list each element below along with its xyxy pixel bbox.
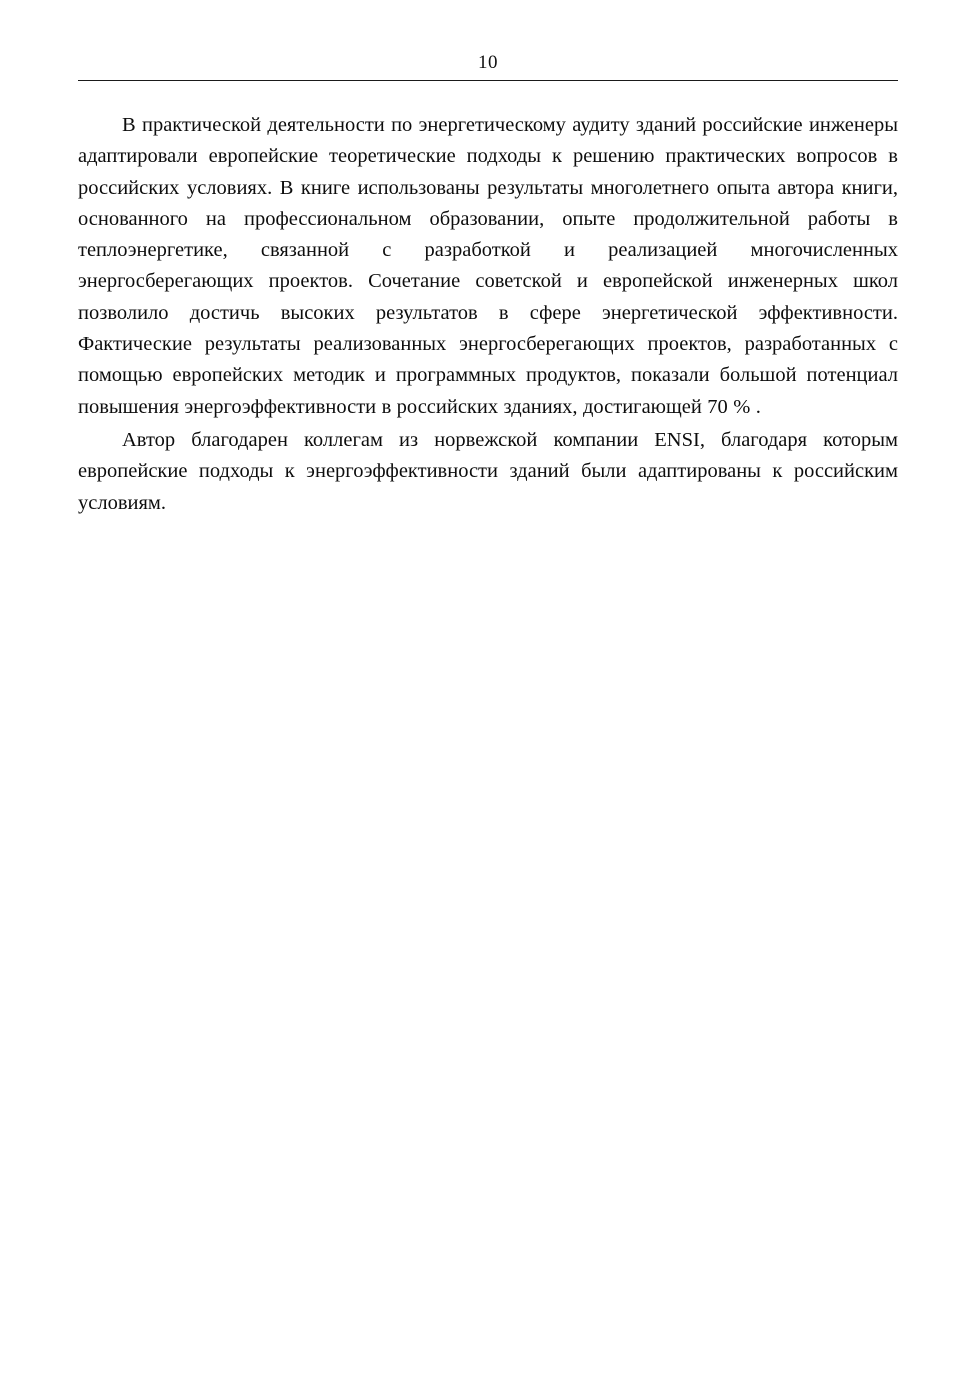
page-body — [78, 110, 898, 519]
body-paragraph: В практической деятельности по энергетическому аудиту зданий российские инженеры адаптировали европейские теоретические подходы к решению практических вопросов в российских условиях. В книге использованы результаты многолетнего опыта автора книги, основанного на профессиональном образовании, опыте продолжительной работы в теплоэнергетике, связанной с разработкой и реализацией многочисленных энергосберегающих проектов. Сочетание советской и европейской инженерных школ позволило достичь высоких результатов в сфере энергетической эффективности. Фактические результаты реализованных энергосберегающих проектов, разработанных с помощью европейских методик и программных продуктов, показали большой потенциал повышения энергоэффективности в российских зданиях, достигающей 70 % . — [78, 114, 898, 418]
page-number: 10 — [478, 52, 498, 73]
header-divider — [78, 80, 898, 81]
body-paragraph: Автор благодарен коллегам из норвежской компании ENSI, благодаря которым европейские подходы к энергоэффективности зданий были адаптированы к российским условиям. — [78, 428, 898, 514]
page-header — [78, 52, 898, 74]
